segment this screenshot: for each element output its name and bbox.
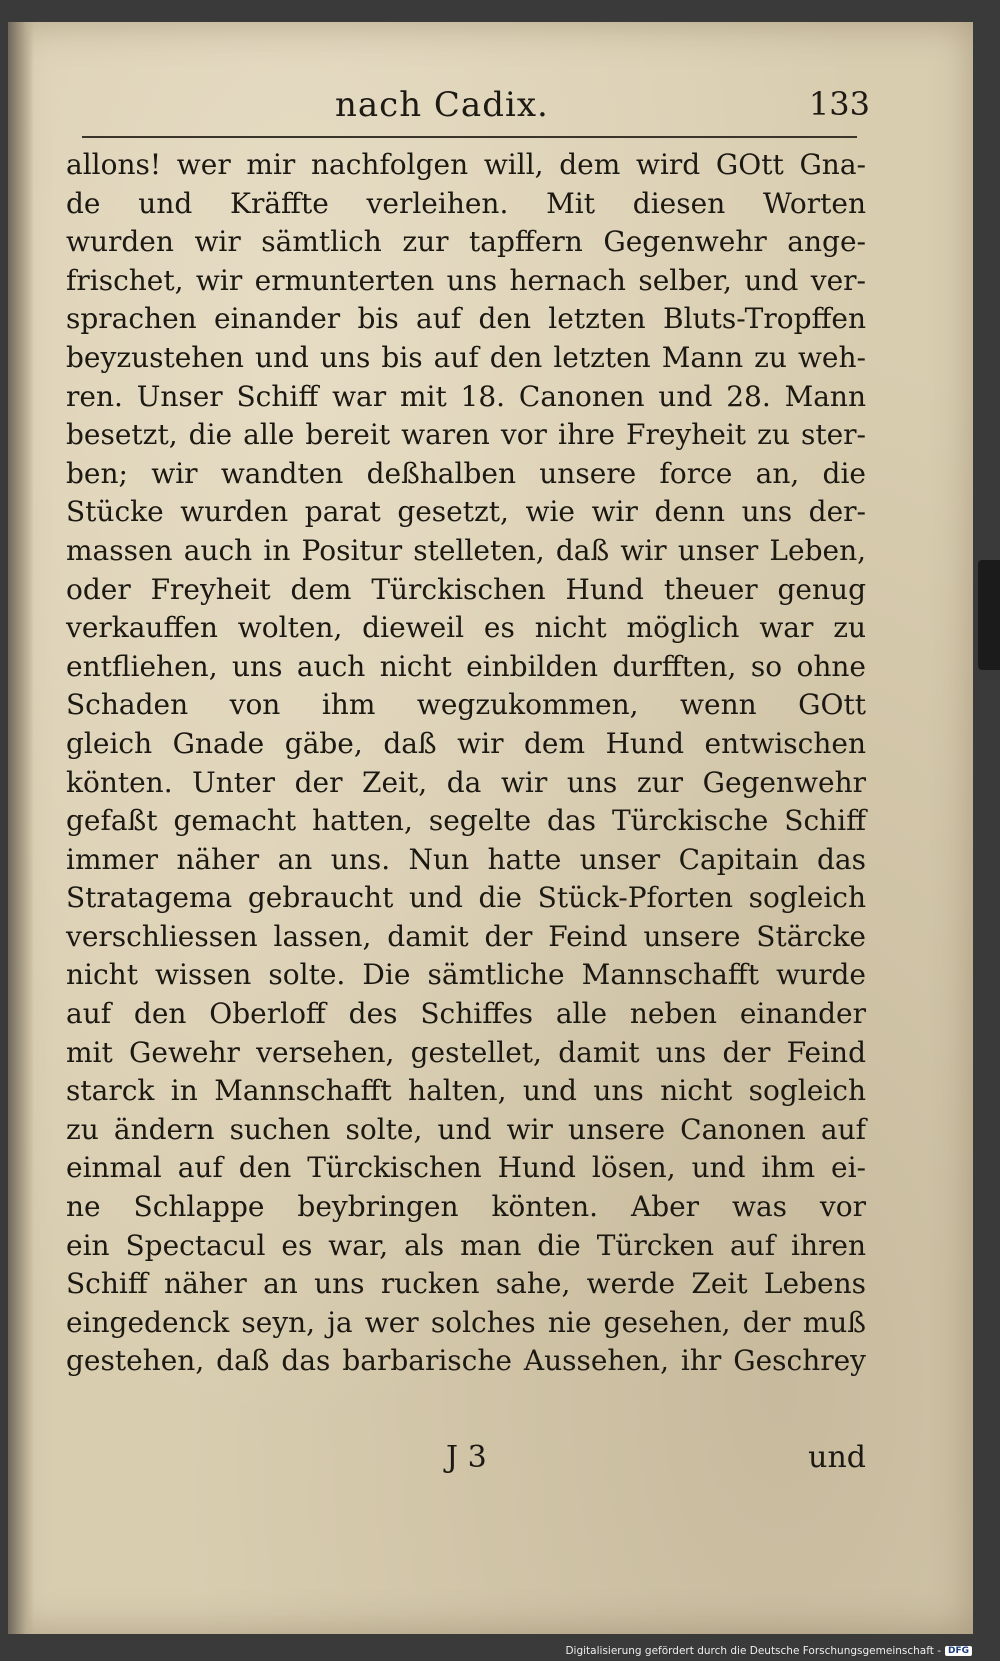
page-gutter bbox=[8, 22, 34, 1634]
text-line: gefaßt gemacht hatten, segelte das Türckische Schiff bbox=[66, 804, 866, 838]
catchword: und bbox=[808, 1440, 866, 1475]
text-line: Stücke wurden parat gesetzt, wie wir denn uns der- bbox=[66, 495, 866, 529]
text-line: starck in Mannschafft halten, und uns nicht sogleich bbox=[66, 1074, 866, 1108]
text-line: wurden wir sämtlich zur tapffern Gegenwehr ange- bbox=[66, 225, 866, 259]
color-reference-tab bbox=[978, 560, 1000, 670]
text-line: besetzt, die alle bereit waren vor ihre Freyheit zu ster- bbox=[66, 418, 866, 452]
text-line: ne Schlappe beybringen könten. Aber was vor bbox=[66, 1190, 866, 1224]
text-line: Schiff näher an uns rucken sahe, werde Zeit Lebens bbox=[66, 1267, 866, 1301]
body-text bbox=[66, 146, 866, 1381]
text-line: sprachen einander bis auf den letzten Bluts-Tropffen bbox=[66, 302, 866, 336]
page-header bbox=[80, 85, 870, 131]
running-title: nach Cadix. bbox=[335, 85, 549, 125]
text-line: Schaden von ihm wegzukommen, wenn GOtt bbox=[66, 688, 866, 722]
text-line: frischet, wir ermunterten uns hernach selber, und ver- bbox=[66, 263, 866, 297]
text-line: Stratagema gebraucht und die Stück-Pforten sogleich bbox=[66, 881, 866, 915]
text-line: eingedenck seyn, ja wer solches nie gesehen, der muß bbox=[66, 1305, 866, 1339]
text-line: könten. Unter der Zeit, da wir uns zur Gegenwehr bbox=[66, 765, 866, 799]
text-line: ben; wir wandten deßhalben unsere force an, die bbox=[66, 456, 866, 490]
text-line: auf den Oberloff des Schiffes alle neben einander bbox=[66, 997, 866, 1031]
text-line: immer näher an uns. Nun hatte unser Capitain das bbox=[66, 842, 866, 876]
text-line: mit Gewehr versehen, gestellet, damit uns der Feind bbox=[66, 1035, 866, 1069]
text-line: zu ändern suchen solte, und wir unsere Canonen auf bbox=[66, 1112, 866, 1146]
text-line: gleich Gnade gäbe, daß wir dem Hund entwischen bbox=[66, 726, 866, 760]
text-line: massen auch in Positur stelleten, daß wir unser Leben, bbox=[66, 533, 866, 567]
digitization-credit bbox=[565, 1645, 972, 1657]
page-number: 133 bbox=[808, 85, 870, 123]
text-line: allons! wer mir nachfolgen will, dem wird GOtt Gna- bbox=[66, 148, 866, 181]
text-line: nicht wissen solte. Die sämtliche Mannschafft wurde bbox=[66, 958, 866, 992]
text-line: einmal auf den Türckischen Hund lösen, und ihm ei- bbox=[66, 1151, 866, 1185]
text-line: entfliehen, uns auch nicht einbilden durfften, so ohne bbox=[66, 649, 866, 683]
header-rule bbox=[82, 136, 857, 138]
signature-mark: J 3 bbox=[446, 1440, 487, 1475]
text-line: verschliessen lassen, damit der Feind unsere Stärcke bbox=[66, 919, 866, 953]
credit-text: Digitalisierung gefördert durch die Deutsche Forschungsgemeinschaft - bbox=[565, 1645, 941, 1657]
text-line: verkauffen wolten, dieweil es nicht möglich war zu bbox=[66, 611, 866, 645]
dfg-logo-icon: DFG bbox=[945, 1646, 972, 1656]
text-line: ein Spectacul es war, als man die Türcken auf ihren bbox=[66, 1228, 866, 1262]
text-line: beyzustehen und uns bis auf den letzten Mann zu weh- bbox=[66, 340, 866, 374]
page-footer bbox=[66, 1440, 866, 1484]
text-line: ren. Unser Schiff war mit 18. Canonen und 28. Mann bbox=[66, 379, 866, 413]
text-line: oder Freyheit dem Türckischen Hund theuer genug bbox=[66, 572, 866, 606]
text-line: de und Kräffte verleihen. Mit diesen Worten bbox=[66, 186, 866, 220]
text-line: gestehen, daß das barbarische Aussehen, ihr Geschrey bbox=[66, 1344, 866, 1378]
